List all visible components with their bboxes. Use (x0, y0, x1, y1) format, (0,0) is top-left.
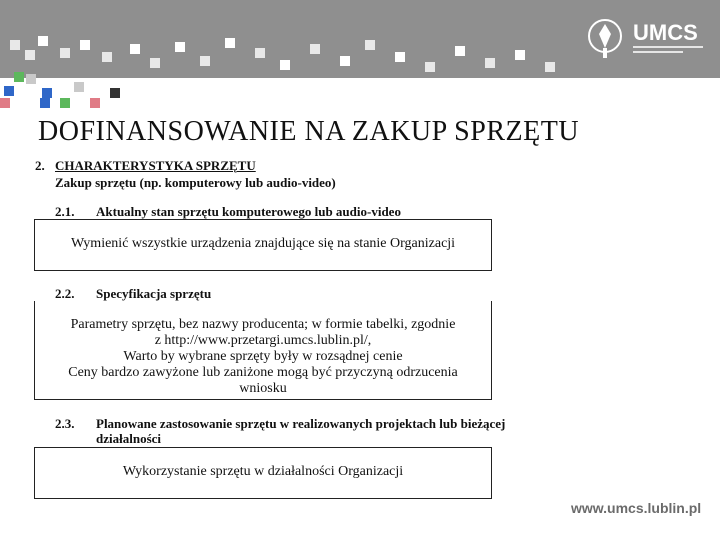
section-number: 2. (35, 158, 45, 173)
box-text: Wykorzystanie sprzętu w działalności Organizacji (122, 464, 404, 479)
decor-square (40, 98, 50, 108)
decor-square (150, 58, 160, 68)
decor-square (200, 56, 210, 66)
item-number: 2.3. (55, 416, 75, 431)
item-label-continued: działalności (96, 431, 162, 446)
decor-square (545, 62, 555, 72)
decor-square (130, 44, 140, 54)
item-number: 2.2. (55, 286, 75, 301)
decor-square (515, 50, 525, 60)
decor-square (38, 36, 48, 46)
decor-square (310, 44, 320, 54)
input-box-specification (34, 301, 492, 400)
decor-square (455, 46, 465, 56)
logo-subtitle-line (633, 46, 703, 48)
decor-square (365, 40, 375, 50)
box-text: z http://www.przetargi.umcs.lublin.pl/, (154, 333, 372, 348)
box-text: Wymienić wszystkie urządzenia znajdujące się na stanie Organizacji (70, 236, 456, 251)
decor-square (0, 98, 10, 108)
input-box-usage (34, 447, 492, 499)
decor-square (80, 40, 90, 50)
decor-square (225, 38, 235, 48)
section-heading: CHARAKTERYSTYKA SPRZĘTU (55, 158, 256, 173)
decor-square (425, 62, 435, 72)
section-subheading: Zakup sprzętu (np. komputerowy lub audio-video) (55, 175, 336, 190)
header-bar (0, 0, 720, 78)
decor-square (74, 82, 84, 92)
decor-square (90, 98, 100, 108)
item-number: 2.1. (55, 204, 75, 219)
decor-square (14, 72, 24, 82)
decor-square (175, 42, 185, 52)
decor-square (102, 52, 112, 62)
page-title: DOFINANSOWANIE NA ZAKUP SPRZĘTU (38, 116, 580, 147)
box-text: Parametry sprzętu, bez nazwy producenta; w formie tabelki, zgodnie (70, 317, 456, 332)
item-label: Specyfikacja sprzętu (96, 286, 212, 301)
input-box-current-equipment (34, 219, 492, 271)
decor-square (42, 88, 52, 98)
decor-square (395, 52, 405, 62)
decor-square (4, 86, 14, 96)
logo-subtitle-line (633, 51, 683, 53)
decor-square (60, 48, 70, 58)
decor-square (26, 74, 36, 84)
decor-square (60, 98, 70, 108)
decor-square (485, 58, 495, 68)
logo-text: UMCS (633, 20, 698, 45)
crest-icon (585, 16, 625, 62)
umcs-logo (585, 16, 705, 62)
decor-square (280, 60, 290, 70)
box-text: wniosku (239, 381, 287, 396)
box-text: Warto by wybrane sprzęty były w rozsądnej cenie (123, 349, 403, 364)
decor-square (340, 56, 350, 66)
item-label: Planowane zastosowanie sprzętu w realizowanych projektach lub bieżącej (96, 416, 506, 431)
box-text: Ceny bardzo zawyżone lub zaniżone mogą być przyczyną odrzucenia (68, 365, 458, 380)
decor-square (25, 50, 35, 60)
decor-square (10, 40, 20, 50)
decor-square (110, 88, 120, 98)
footer-url[interactable]: www.umcs.lublin.pl (571, 500, 702, 516)
decor-square (255, 48, 265, 58)
item-label: Aktualny stan sprzętu komputerowego lub audio-video (96, 204, 401, 219)
